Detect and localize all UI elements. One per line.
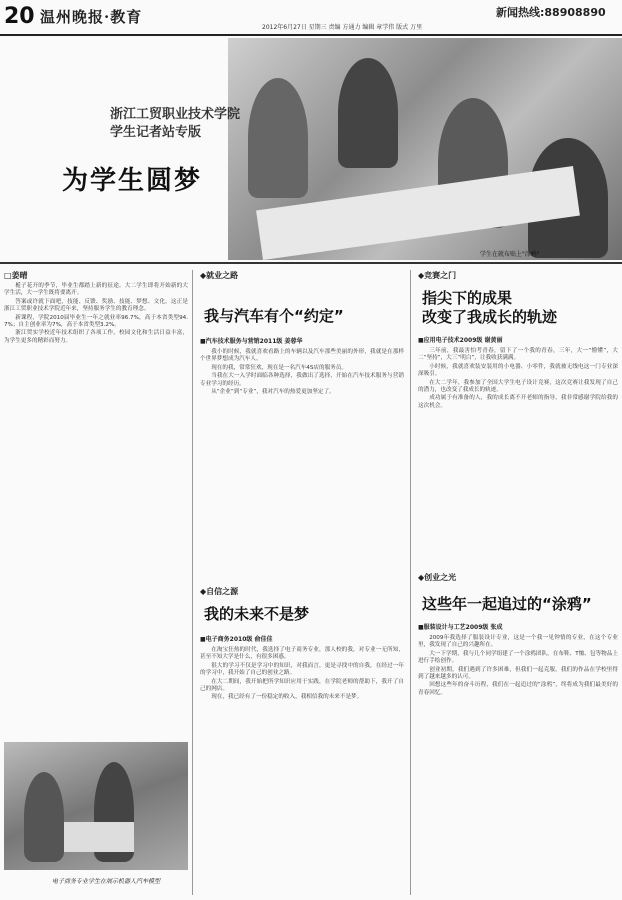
column-3-bottom <box>418 572 618 898</box>
headline: 指尖下的成果 改变了我成长的轨迹 <box>422 289 558 326</box>
paragraph: 在大二学年，我参加了全国大学生电子设计竞赛，这次竞赛让我发现了自己的潜力，也改变了我成长的轨迹。 <box>418 379 618 394</box>
paragraph: 浙江贸实学校近年技术组织了各项工作，校园文化和生活日益丰富，为学生更多的精彩而努力。 <box>4 330 188 344</box>
paragraph: 在大二期间，我开始把所学知识应用于实践，在学院老师的帮助下，我开了自己的网店。 <box>200 678 404 693</box>
section-label: ◆竞赛之门 <box>418 271 457 280</box>
headline: 这些年一起追过的“涂鸦” <box>422 595 592 613</box>
byline: ■汽车技术服务与营销2011级 姜蓉华 <box>200 338 303 345</box>
column-rule <box>192 270 193 895</box>
col1-photo <box>4 742 188 870</box>
date-line: 2012年6月27日 星期三 责编 方通力 编辑 章学伟 版式 万里 <box>262 24 423 31</box>
section-label: ◆就业之路 <box>200 271 239 280</box>
hero-caption: 学生在就布贴上"涂鸦" <box>480 251 540 258</box>
hotline: 新闻热线:88908890 <box>496 6 606 19</box>
paragraph: 成功属于有准备的人，我的成长离不开老师的指导，我非常感谢学院给我的这次机会。 <box>418 395 618 409</box>
column-2-top <box>200 270 404 600</box>
paragraph: 创业初期，我们遇到了许多困难，但我们一起克服，我们的作品在学校里得到了越来越多的认可。 <box>418 666 618 681</box>
banner-rule <box>0 262 622 264</box>
section-label: ◆自信之源 <box>200 587 239 596</box>
paragraph: 很大的学习不仅是学习中的知识，对我而言，更是寻找中的自我，在经过一年的学习中，我开始了自己的创业之路。 <box>200 662 404 677</box>
headline: 我与汽车有个“约定” <box>204 307 344 325</box>
paragraph: 当我在大一入学时面临各种选择，我做出了选择，开始在汽车技术服务与营销专业学习的经历。 <box>200 373 404 387</box>
paragraph: 现在，我已经有了一份稳定的收入，我相信我的未来不是梦。 <box>211 694 363 701</box>
page-number: 20 <box>4 4 35 29</box>
section-label: ◆创业之光 <box>418 573 457 582</box>
paragraph: 回想这些年的奋斗历程，我们在一起追过的“涂鸦”，终将成为我们最美好的青春回忆。 <box>418 682 618 696</box>
hero-photo <box>228 38 622 260</box>
banner-subtitle: 浙江工贸职业技术学院 学生记者站专版 <box>110 107 241 140</box>
paragraph: 大一下学期，我与几个同学组建了一个涂鸦团队，在布鞋、T恤、包等物品上进行手绘创作。 <box>418 650 618 665</box>
byline: ■电子商务2010级 俞佳佳 <box>200 636 273 643</box>
paragraph: 栀子花开的季节，毕业生都踏上新的征途。大二学生即将开始新的大学生活，大一学生既将要离开。 <box>4 283 188 297</box>
col1-photo-caption: 电子商务专业学生在展示机器人汽车模型 <box>52 878 161 885</box>
paragraph: 在淘宝狂热的时代，我选择了电子商务专业，那人校的我，对专业一无所知，甚至不知大学是什么，有很多困惑。 <box>200 647 404 661</box>
paragraph: 新课程，学院2010届毕业生一年之就业率96.7%，高于本省类型94.7%；自主创业率为7%，高于本省类型3.2%。 <box>4 314 188 329</box>
column-3-top <box>418 270 618 570</box>
paragraph: 答案或许就下面吧，技能、反馈、奖励、技能、梦想、文化。这正是浙江工贸职业技术学院近年来，坚持服务学生的教育理念。 <box>4 298 188 313</box>
masthead <box>0 0 622 36</box>
paragraph: 我小的时候，我就喜欢看路上的车辆以及汽车那些美丽的外形，我就是在那样个世界梦想成为汽车人。 <box>200 349 404 363</box>
byline: ■服装设计与工艺2009级 张成 <box>418 624 503 631</box>
paragraph: 现在的我，常常狂欢，现在是一名汽车4S店的服务员。 <box>211 364 347 371</box>
column-rule <box>410 270 411 895</box>
column-2-bottom <box>200 586 404 898</box>
banner-title: 为学生圆梦 <box>62 166 203 196</box>
paragraph: 2009年我选择了服装设计专业，这是一个我一见钟情的专业，在这个专业里，我发现了自己的兴趣所在。 <box>418 635 618 649</box>
paper-name: 温州晚报·教育 <box>40 8 143 26</box>
paragraph: 小时候，我就喜欢装安装用的小电器、小零件，我就被无线电这一门专业深深吸引。 <box>418 363 618 378</box>
paragraph: 三年前，我最害怕考青春，留下了一个我的青春，三年，大一“懵懂”，大二“坚持”，大三“明白”，让我收获满满。 <box>418 348 618 362</box>
masthead-rule <box>0 34 622 36</box>
byline: ■应用电子技术2009级 谢黄丽 <box>418 337 503 344</box>
col1-byline: □姜晴 <box>4 271 28 280</box>
paragraph: 从“企业”到“专业”，我对汽车的热爱更加坚定了。 <box>211 389 335 396</box>
headline: 我的未来不是梦 <box>204 605 310 623</box>
